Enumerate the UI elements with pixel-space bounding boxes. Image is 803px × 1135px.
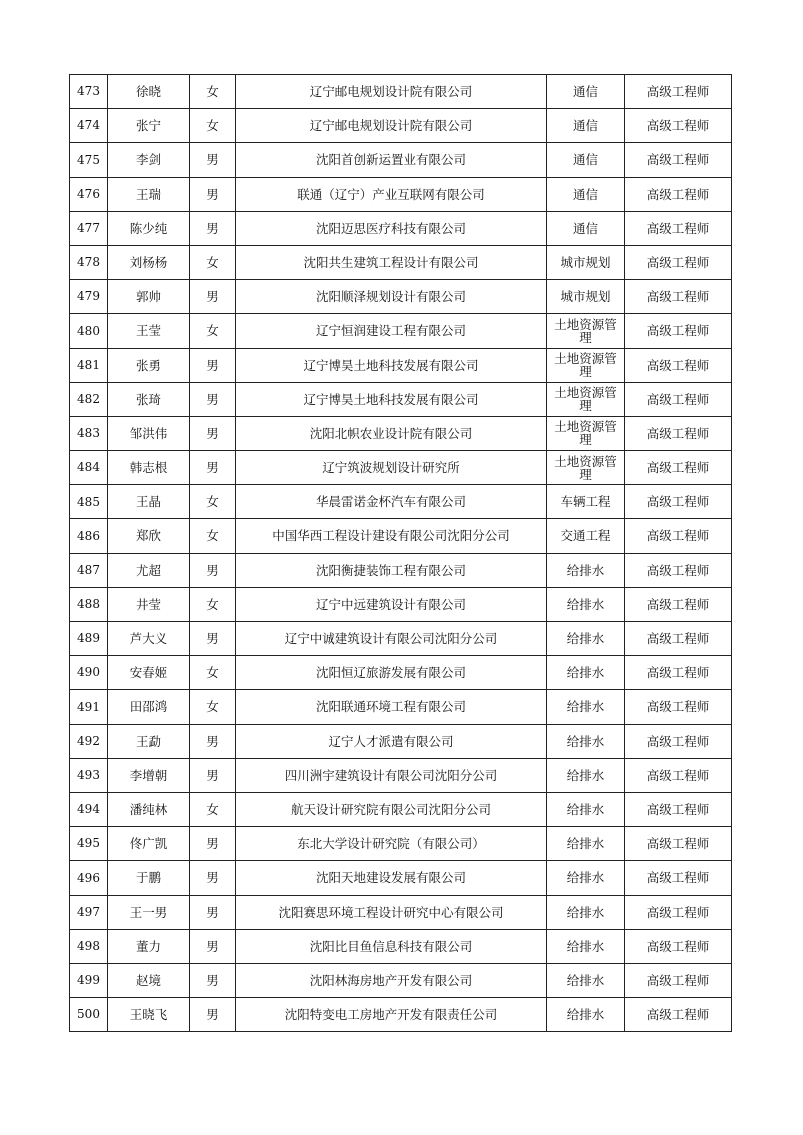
company-cell: 辽宁邮电规划设计院有限公司	[236, 75, 547, 109]
table-row	[70, 280, 732, 314]
name-cell: 王一男	[108, 895, 190, 929]
gender-cell: 男	[190, 895, 236, 929]
row-number-cell: 474	[70, 109, 108, 143]
title-cell: 高级工程师	[625, 245, 732, 279]
major-cell: 通信	[547, 177, 625, 211]
company-cell: 四川洲宇建筑设计有限公司沈阳分公司	[236, 758, 547, 792]
row-number-cell: 493	[70, 758, 108, 792]
row-number-cell: 498	[70, 929, 108, 963]
gender-cell: 女	[190, 109, 236, 143]
title-cell: 高级工程师	[625, 758, 732, 792]
gender-cell: 女	[190, 75, 236, 109]
gender-cell: 女	[190, 485, 236, 519]
row-number-cell: 488	[70, 587, 108, 621]
gender-cell: 男	[190, 998, 236, 1032]
title-cell: 高级工程师	[625, 314, 732, 348]
major-cell: 给排水	[547, 553, 625, 587]
gender-cell: 女	[190, 245, 236, 279]
major-cell: 土地资源管理	[547, 416, 625, 450]
table-row	[70, 792, 732, 826]
gender-cell: 男	[190, 143, 236, 177]
major-cell: 土地资源管理	[547, 382, 625, 416]
row-number-cell: 482	[70, 382, 108, 416]
roster-table-container	[69, 74, 731, 1032]
table-row	[70, 314, 732, 348]
row-number-cell: 489	[70, 622, 108, 656]
company-cell: 沈阳比目鱼信息科技有限公司	[236, 929, 547, 963]
table-row	[70, 519, 732, 553]
major-cell: 给排水	[547, 861, 625, 895]
company-cell: 东北大学设计研究院（有限公司）	[236, 827, 547, 861]
company-cell: 华晨雷诺金杯汽车有限公司	[236, 485, 547, 519]
major-cell: 土地资源管理	[547, 348, 625, 382]
company-cell: 辽宁人才派遣有限公司	[236, 724, 547, 758]
table-row	[70, 963, 732, 997]
row-number-cell: 485	[70, 485, 108, 519]
table-row	[70, 245, 732, 279]
title-cell: 高级工程师	[625, 211, 732, 245]
gender-cell: 女	[190, 587, 236, 621]
company-cell: 沈阳衡捷装饰工程有限公司	[236, 553, 547, 587]
gender-cell: 男	[190, 211, 236, 245]
row-number-cell: 476	[70, 177, 108, 211]
table-row	[70, 587, 732, 621]
company-cell: 辽宁筑波规划设计研究所	[236, 451, 547, 485]
company-cell: 航天设计研究院有限公司沈阳分公司	[236, 792, 547, 826]
name-cell: 王瑞	[108, 177, 190, 211]
company-cell: 沈阳北帜农业设计院有限公司	[236, 416, 547, 450]
gender-cell: 女	[190, 656, 236, 690]
major-cell: 给排水	[547, 827, 625, 861]
company-cell: 沈阳恒辽旅游发展有限公司	[236, 656, 547, 690]
company-cell: 沈阳赛思环境工程设计研究中心有限公司	[236, 895, 547, 929]
major-cell: 给排水	[547, 963, 625, 997]
major-cell: 通信	[547, 211, 625, 245]
table-row	[70, 656, 732, 690]
row-number-cell: 486	[70, 519, 108, 553]
table-row	[70, 211, 732, 245]
title-cell: 高级工程师	[625, 382, 732, 416]
name-cell: 赵境	[108, 963, 190, 997]
title-cell: 高级工程师	[625, 553, 732, 587]
gender-cell: 女	[190, 314, 236, 348]
name-cell: 刘杨杨	[108, 245, 190, 279]
row-number-cell: 473	[70, 75, 108, 109]
title-cell: 高级工程师	[625, 75, 732, 109]
major-cell: 给排水	[547, 792, 625, 826]
title-cell: 高级工程师	[625, 963, 732, 997]
title-cell: 高级工程师	[625, 348, 732, 382]
name-cell: 潘纯林	[108, 792, 190, 826]
title-cell: 高级工程师	[625, 656, 732, 690]
title-cell: 高级工程师	[625, 280, 732, 314]
company-cell: 沈阳林海房地产开发有限公司	[236, 963, 547, 997]
major-cell: 给排水	[547, 724, 625, 758]
major-cell: 车辆工程	[547, 485, 625, 519]
gender-cell: 女	[190, 690, 236, 724]
row-number-cell: 475	[70, 143, 108, 177]
major-cell: 给排水	[547, 758, 625, 792]
name-cell: 韩志根	[108, 451, 190, 485]
table-row	[70, 553, 732, 587]
table-row	[70, 895, 732, 929]
row-number-cell: 490	[70, 656, 108, 690]
table-row	[70, 622, 732, 656]
title-cell: 高级工程师	[625, 143, 732, 177]
name-cell: 张宁	[108, 109, 190, 143]
gender-cell: 男	[190, 382, 236, 416]
name-cell: 李剑	[108, 143, 190, 177]
company-cell: 辽宁博昊土地科技发展有限公司	[236, 348, 547, 382]
major-cell: 给排水	[547, 895, 625, 929]
major-cell: 通信	[547, 109, 625, 143]
title-cell: 高级工程师	[625, 929, 732, 963]
company-cell: 沈阳特变电工房地产开发有限责任公司	[236, 998, 547, 1032]
table-row	[70, 929, 732, 963]
company-cell: 辽宁博昊土地科技发展有限公司	[236, 382, 547, 416]
gender-cell: 男	[190, 724, 236, 758]
row-number-cell: 487	[70, 553, 108, 587]
row-number-cell: 480	[70, 314, 108, 348]
name-cell: 田邵鸿	[108, 690, 190, 724]
name-cell: 郑欣	[108, 519, 190, 553]
gender-cell: 男	[190, 280, 236, 314]
major-cell: 给排水	[547, 587, 625, 621]
table-row	[70, 109, 732, 143]
roster-table-body	[70, 75, 732, 1032]
row-number-cell: 491	[70, 690, 108, 724]
gender-cell: 男	[190, 963, 236, 997]
title-cell: 高级工程师	[625, 792, 732, 826]
title-cell: 高级工程师	[625, 998, 732, 1032]
row-number-cell: 478	[70, 245, 108, 279]
major-cell: 通信	[547, 75, 625, 109]
title-cell: 高级工程师	[625, 622, 732, 656]
name-cell: 于鹏	[108, 861, 190, 895]
name-cell: 李增朝	[108, 758, 190, 792]
roster-table	[69, 74, 732, 1032]
gender-cell: 男	[190, 451, 236, 485]
row-number-cell: 496	[70, 861, 108, 895]
gender-cell: 男	[190, 348, 236, 382]
company-cell: 辽宁中诚建筑设计有限公司沈阳分公司	[236, 622, 547, 656]
title-cell: 高级工程师	[625, 451, 732, 485]
name-cell: 佟广凯	[108, 827, 190, 861]
row-number-cell: 481	[70, 348, 108, 382]
name-cell: 陈少纯	[108, 211, 190, 245]
table-row	[70, 75, 732, 109]
major-cell: 交通工程	[547, 519, 625, 553]
row-number-cell: 484	[70, 451, 108, 485]
table-row	[70, 143, 732, 177]
company-cell: 沈阳天地建设发展有限公司	[236, 861, 547, 895]
company-cell: 辽宁邮电规划设计院有限公司	[236, 109, 547, 143]
gender-cell: 男	[190, 622, 236, 656]
name-cell: 徐晓	[108, 75, 190, 109]
company-cell: 沈阳首创新运置业有限公司	[236, 143, 547, 177]
name-cell: 安春姬	[108, 656, 190, 690]
company-cell: 沈阳顺泽规划设计有限公司	[236, 280, 547, 314]
major-cell: 城市规划	[547, 280, 625, 314]
name-cell: 王莹	[108, 314, 190, 348]
table-row	[70, 724, 732, 758]
company-cell: 辽宁恒润建设工程有限公司	[236, 314, 547, 348]
name-cell: 井莹	[108, 587, 190, 621]
title-cell: 高级工程师	[625, 895, 732, 929]
table-row	[70, 690, 732, 724]
name-cell: 张琦	[108, 382, 190, 416]
row-number-cell: 483	[70, 416, 108, 450]
major-cell: 给排水	[547, 929, 625, 963]
gender-cell: 男	[190, 861, 236, 895]
row-number-cell: 499	[70, 963, 108, 997]
gender-cell: 男	[190, 827, 236, 861]
table-row	[70, 485, 732, 519]
gender-cell: 男	[190, 553, 236, 587]
title-cell: 高级工程师	[625, 416, 732, 450]
major-cell: 给排水	[547, 690, 625, 724]
major-cell: 通信	[547, 143, 625, 177]
row-number-cell: 495	[70, 827, 108, 861]
company-cell: 沈阳迈思医疗科技有限公司	[236, 211, 547, 245]
table-row	[70, 998, 732, 1032]
company-cell: 辽宁中远建筑设计有限公司	[236, 587, 547, 621]
major-cell: 给排水	[547, 656, 625, 690]
gender-cell: 女	[190, 519, 236, 553]
company-cell: 联通（辽宁）产业互联网有限公司	[236, 177, 547, 211]
title-cell: 高级工程师	[625, 724, 732, 758]
gender-cell: 男	[190, 177, 236, 211]
company-cell: 中国华西工程设计建设有限公司沈阳分公司	[236, 519, 547, 553]
gender-cell: 女	[190, 792, 236, 826]
name-cell: 尤超	[108, 553, 190, 587]
title-cell: 高级工程师	[625, 861, 732, 895]
table-row	[70, 348, 732, 382]
table-row	[70, 177, 732, 211]
row-number-cell: 477	[70, 211, 108, 245]
row-number-cell: 500	[70, 998, 108, 1032]
gender-cell: 男	[190, 416, 236, 450]
table-row	[70, 416, 732, 450]
name-cell: 邹洪伟	[108, 416, 190, 450]
gender-cell: 男	[190, 929, 236, 963]
table-row	[70, 758, 732, 792]
title-cell: 高级工程师	[625, 587, 732, 621]
company-cell: 沈阳联通环境工程有限公司	[236, 690, 547, 724]
title-cell: 高级工程师	[625, 109, 732, 143]
major-cell: 给排水	[547, 998, 625, 1032]
table-row	[70, 861, 732, 895]
major-cell: 给排水	[547, 622, 625, 656]
title-cell: 高级工程师	[625, 827, 732, 861]
table-row	[70, 382, 732, 416]
company-cell: 沈阳共生建筑工程设计有限公司	[236, 245, 547, 279]
name-cell: 王晓飞	[108, 998, 190, 1032]
title-cell: 高级工程师	[625, 177, 732, 211]
name-cell: 王勐	[108, 724, 190, 758]
major-cell: 土地资源管理	[547, 314, 625, 348]
name-cell: 张勇	[108, 348, 190, 382]
name-cell: 芦大义	[108, 622, 190, 656]
name-cell: 董力	[108, 929, 190, 963]
title-cell: 高级工程师	[625, 690, 732, 724]
name-cell: 王晶	[108, 485, 190, 519]
table-row	[70, 451, 732, 485]
row-number-cell: 494	[70, 792, 108, 826]
major-cell: 城市规划	[547, 245, 625, 279]
table-row	[70, 827, 732, 861]
major-cell: 土地资源管理	[547, 451, 625, 485]
title-cell: 高级工程师	[625, 519, 732, 553]
row-number-cell: 497	[70, 895, 108, 929]
gender-cell: 男	[190, 758, 236, 792]
row-number-cell: 492	[70, 724, 108, 758]
row-number-cell: 479	[70, 280, 108, 314]
title-cell: 高级工程师	[625, 485, 732, 519]
name-cell: 郭帅	[108, 280, 190, 314]
